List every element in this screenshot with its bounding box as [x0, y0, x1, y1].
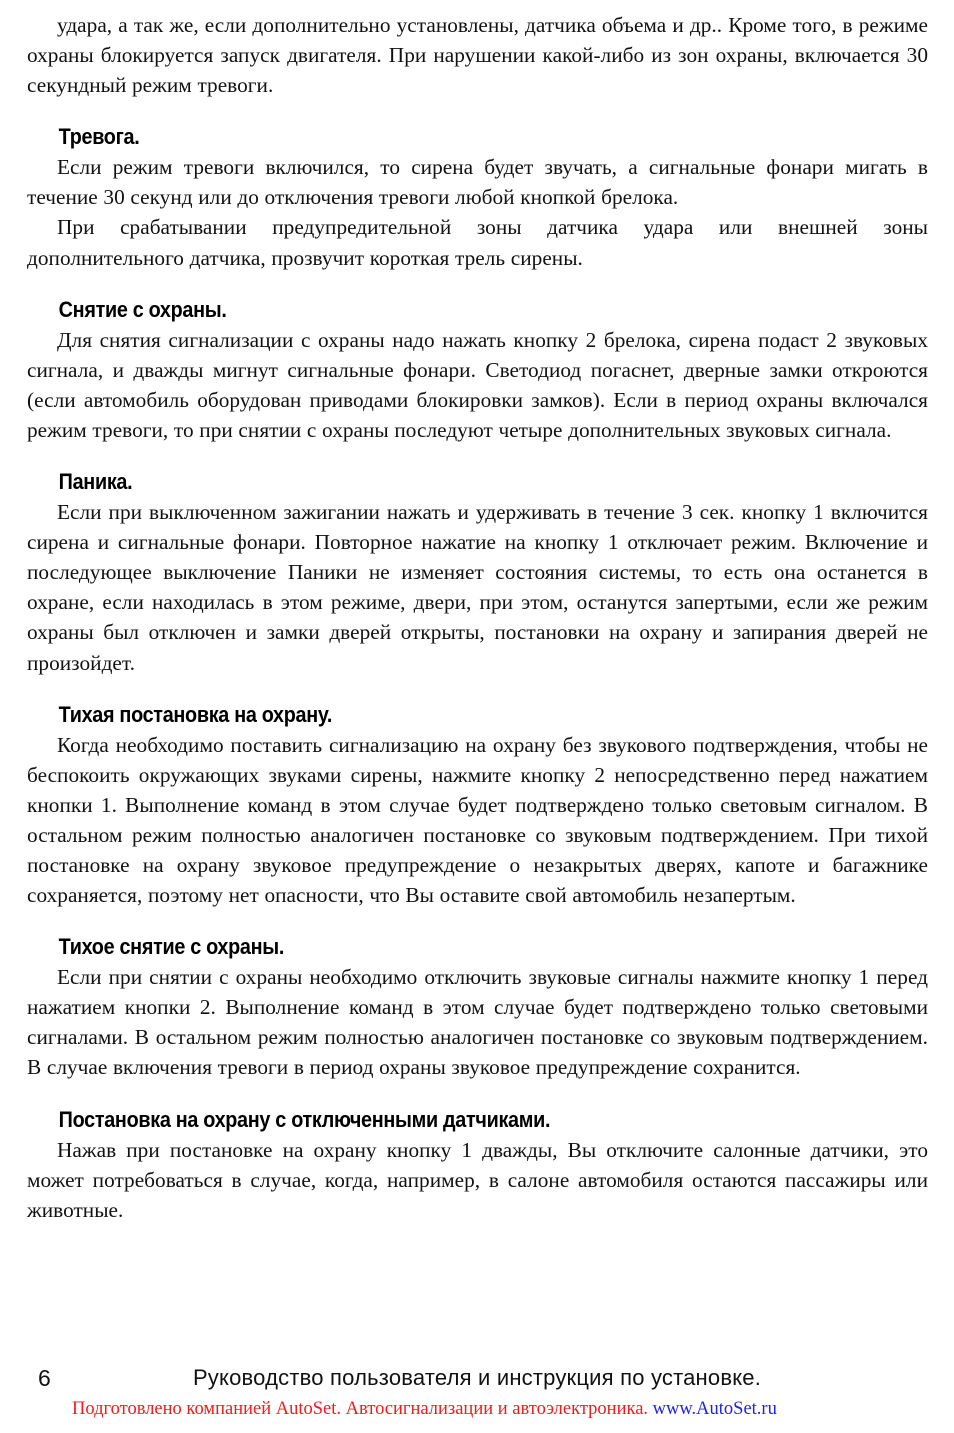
section-heading-disarm: Снятие с охраны. — [58, 296, 227, 322]
section-alarm — [27, 122, 928, 272]
footer-main-row — [0, 1363, 954, 1397]
section-heading-silent-arm: Тихая постановка на охрану. — [58, 701, 333, 727]
section-heading-silent-disarm: Тихое снятие с охраны. — [58, 934, 285, 960]
intro-paragraph: удара, а так же, если дополнительно установлены, датчика объема и др.. Кроме того, в режиме охраны блокируется запуск двигателя. При нарушении какой-либо из зон охраны, включается 30 секундный режим тревоги. — [27, 13, 928, 98]
section-heading-alarm: Тревога. — [58, 124, 140, 150]
section-panic — [27, 467, 928, 678]
page-footer — [0, 1363, 954, 1419]
section-arm-sensors-off — [27, 1105, 928, 1225]
section-paragraph: Для снятия сигнализации с охраны надо нажать кнопку 2 брелока, сирена подаст 2 звуковых сигнала, и дважды мигнут сигнальные фонари. Светодиод погаснет, дверные замки откроются (если автомобиль оборудован приводами блокировки замков). Если в период охраны включался режим тревоги, то при снятии с охраны последуют четыре дополнительных звуковых сигнала. — [27, 327, 928, 442]
section-paragraph: Когда необходимо поставить сигнализацию на охрану без звукового подтверждения, чтобы не беспокоить окружающих звуками сирены, нажмите кнопку 2 непосредственно перед нажатием кнопки 1. Выполнение команд в этом случае будет подтверждено только световым сигналом. В остальном режим полностью аналогичен постановке со звуковым подтверждением. При тихой постановке на охрану звуковое предупреждение о незакрытых дверях, капоте и багажнике сохраняется, поэтому нет опасности, что Вы оставите свой автомобиль незапертым. — [27, 732, 928, 908]
page-content — [27, 10, 928, 1225]
credit-url-link[interactable]: www.AutoSet.ru — [652, 1399, 777, 1419]
section-disarm — [27, 295, 928, 445]
page-number: 6 — [38, 1365, 51, 1391]
spacer — [27, 910, 928, 932]
credit-text: Подготовлено компанией AutoSet. Автосигнализации и автоэлектроника. — [72, 1399, 653, 1419]
section-paragraph: Нажав при постановке на охрану кнопку 1 дважды, Вы отключите салонные датчики, это может потребоваться в случае, когда, например, в салоне автомобиля остаются пассажиры или животные. — [27, 1137, 928, 1222]
section-paragraph: Если при снятии с охраны необходимо отключить звуковые сигналы нажмите кнопку 1 перед нажатием кнопки 2. Выполнение команд в этом случае будет подтверждено только световыми сигналами. В остальном режим полностью аналогичен постановке со звуковым подтверждением. В случае включения тревоги в период охраны звуковое предупреждение сохранится. — [27, 965, 928, 1080]
footer-credit-line — [72, 1397, 777, 1421]
section-silent-disarm — [27, 932, 928, 1082]
footer-title: Руководство пользователя и инструкция по установке. — [192, 1365, 762, 1390]
spacer — [27, 678, 928, 700]
spacer — [27, 100, 928, 122]
section-paragraph: Если режим тревоги включился, то сирена будет звучать, а сигнальные фонари мигать в течение 30 секунд или до отключения тревоги любой кнопкой брелока. — [27, 155, 928, 210]
spacer — [27, 445, 928, 467]
spacer — [27, 273, 928, 295]
section-heading-panic: Паника. — [58, 469, 133, 495]
section-heading-arm-sensors-off: Постановка на охрану с отключенными датчиками. — [58, 1106, 551, 1132]
spacer — [27, 1083, 928, 1105]
section-paragraph: При срабатывании предупредительной зоны датчика удара или внешней зоны дополнительного датчика, прозвучит короткая трель сирены. — [27, 215, 928, 270]
section-paragraph: Если при выключенном зажигании нажать и удерживать в течение 3 сек. кнопку 1 включится сирена и сигнальные фонари. Повторное нажатие на кнопку 1 отключает режим. Включение и последующее выключение Паники не изменяет состояния системы, то есть она останется в охране, если находилась в этом режиме, двери, при этом, останутся запертыми, если же режим охраны был отключен и замки дверей открыты, постановки на охрану и запирания дверей не произойдет. — [27, 500, 928, 675]
section-silent-arm — [27, 700, 928, 911]
